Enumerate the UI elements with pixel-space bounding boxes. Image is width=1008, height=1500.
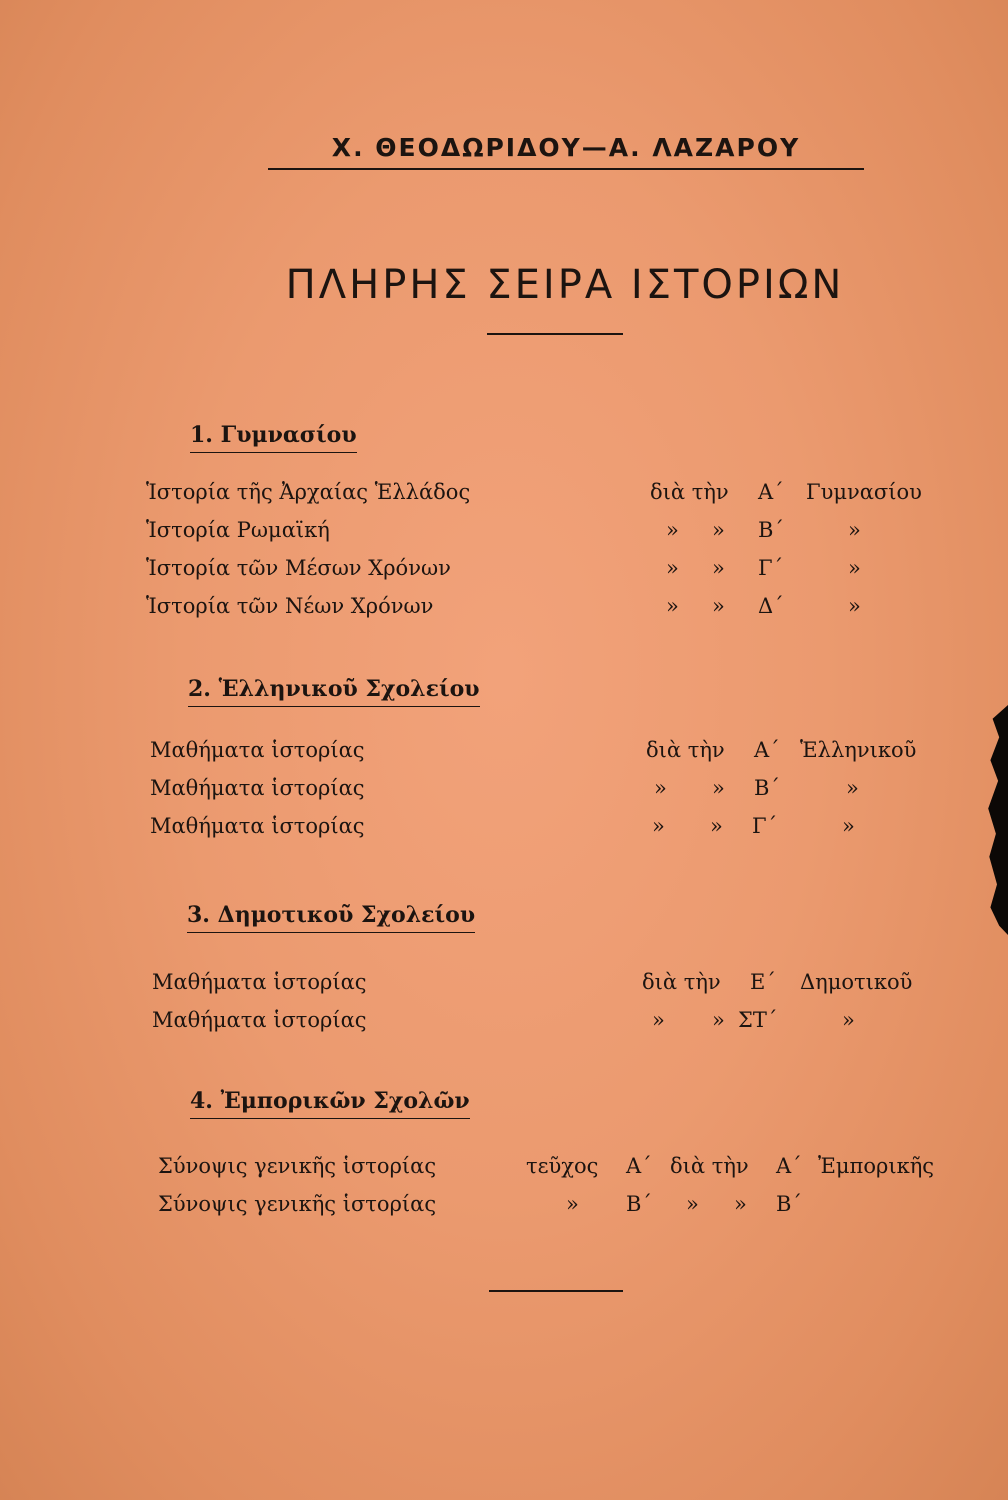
school-type: Γυμνασίου (806, 480, 922, 504)
title-rule (487, 333, 623, 335)
list-item (0, 480, 1008, 510)
ditto-mark: » (734, 1192, 747, 1216)
list-item (0, 738, 1008, 768)
book-title: Ἱστορία τῶν Μέσων Χρόνων (146, 556, 451, 580)
section-heading-hellenic-school: 2. Ἑλληνικοῦ Σχολείου (188, 676, 480, 707)
grade: Α΄ (754, 738, 780, 762)
volume: Α΄ (626, 1154, 652, 1178)
book-title: Μαθήματα ἱστορίας (152, 1008, 367, 1032)
ditto-mark: » (712, 518, 725, 542)
ditto-mark: » (848, 518, 861, 542)
grade: Δ΄ (758, 594, 784, 618)
ditto-mark: » (842, 814, 855, 838)
grade: Ε΄ (750, 970, 776, 994)
list-item (0, 594, 1008, 624)
list-item (0, 970, 1008, 1000)
school-type: Ἐμπορικῆς (818, 1154, 935, 1178)
for-label: διὰ τὴν (646, 738, 725, 762)
section-heading-gymnasium: 1. Γυμνασίου (190, 422, 357, 453)
ditto-mark: » (652, 814, 665, 838)
ditto-mark: » (712, 1008, 725, 1032)
volume-label: τεῦχος (526, 1154, 599, 1178)
ditto-mark: » (666, 594, 679, 618)
ditto-mark: » (848, 594, 861, 618)
grade: Β΄ (754, 776, 780, 800)
book-title: Μαθήματα ἱστορίας (150, 814, 365, 838)
ditto-mark: » (710, 814, 723, 838)
book-title: Μαθήματα ἱστορίας (150, 738, 365, 762)
ditto-mark: » (712, 776, 725, 800)
grade: Β΄ (758, 518, 784, 542)
ditto-mark: » (842, 1008, 855, 1032)
grade: ΣΤ΄ (738, 1008, 778, 1032)
section-heading-primary-school: 3. Δημοτικοῦ Σχολείου (187, 902, 475, 933)
book-title: Σύνοψις γενικῆς ἱστορίας (158, 1154, 437, 1178)
list-item (0, 518, 1008, 548)
book-title: Ἱστορία τῆς Ἀρχαίας Ἑλλάδος (146, 480, 471, 504)
author-line: Χ. ΘΕΟΔΩΡΙΔΟΥ—Α. ΛΑΖΑΡΟΥ (331, 133, 801, 162)
list-item (0, 1008, 1008, 1038)
ditto-mark: » (846, 776, 859, 800)
grade: Α΄ (776, 1154, 802, 1178)
book-title: Μαθήματα ἱστορίας (150, 776, 365, 800)
ditto-mark: » (712, 594, 725, 618)
for-label: διὰ τὴν (670, 1154, 749, 1178)
author-underline (268, 168, 864, 170)
ditto-mark: » (566, 1192, 579, 1216)
for-label: διὰ τὴν (642, 970, 721, 994)
ditto-mark: » (712, 556, 725, 580)
ditto-mark: » (686, 1192, 699, 1216)
ditto-mark: » (848, 556, 861, 580)
grade: Α΄ (758, 480, 784, 504)
book-title: Ἱστορία Ρωμαϊκή (146, 518, 330, 542)
list-item (0, 556, 1008, 586)
grade: Β΄ (776, 1192, 802, 1216)
book-title: Σύνοψις γενικῆς ἱστορίας (158, 1192, 437, 1216)
page-title: ΠΛΗΡΗΣ ΣΕΙΡΑ ΙΣΤΟΡΙΩΝ (285, 262, 845, 308)
ditto-mark: » (666, 518, 679, 542)
book-title: Ἱστορία τῶν Νέων Χρόνων (146, 594, 434, 618)
school-type: Δημοτικοῦ (800, 970, 913, 994)
book-title: Μαθήματα ἱστορίας (152, 970, 367, 994)
volume: Β΄ (626, 1192, 652, 1216)
list-item (0, 776, 1008, 806)
section-heading-commercial-schools: 4. Ἐμπορικῶν Σχολῶν (190, 1088, 470, 1119)
list-item (0, 814, 1008, 844)
for-label: διὰ τὴν (650, 480, 729, 504)
closing-rule (489, 1290, 623, 1292)
ditto-mark: » (652, 1008, 665, 1032)
list-item (0, 1192, 1008, 1222)
list-item (0, 1154, 1008, 1184)
grade: Γ΄ (758, 556, 784, 580)
ditto-mark: » (666, 556, 679, 580)
school-type: Ἑλληνικοῦ (800, 738, 917, 762)
ditto-mark: » (654, 776, 667, 800)
grade: Γ΄ (752, 814, 778, 838)
